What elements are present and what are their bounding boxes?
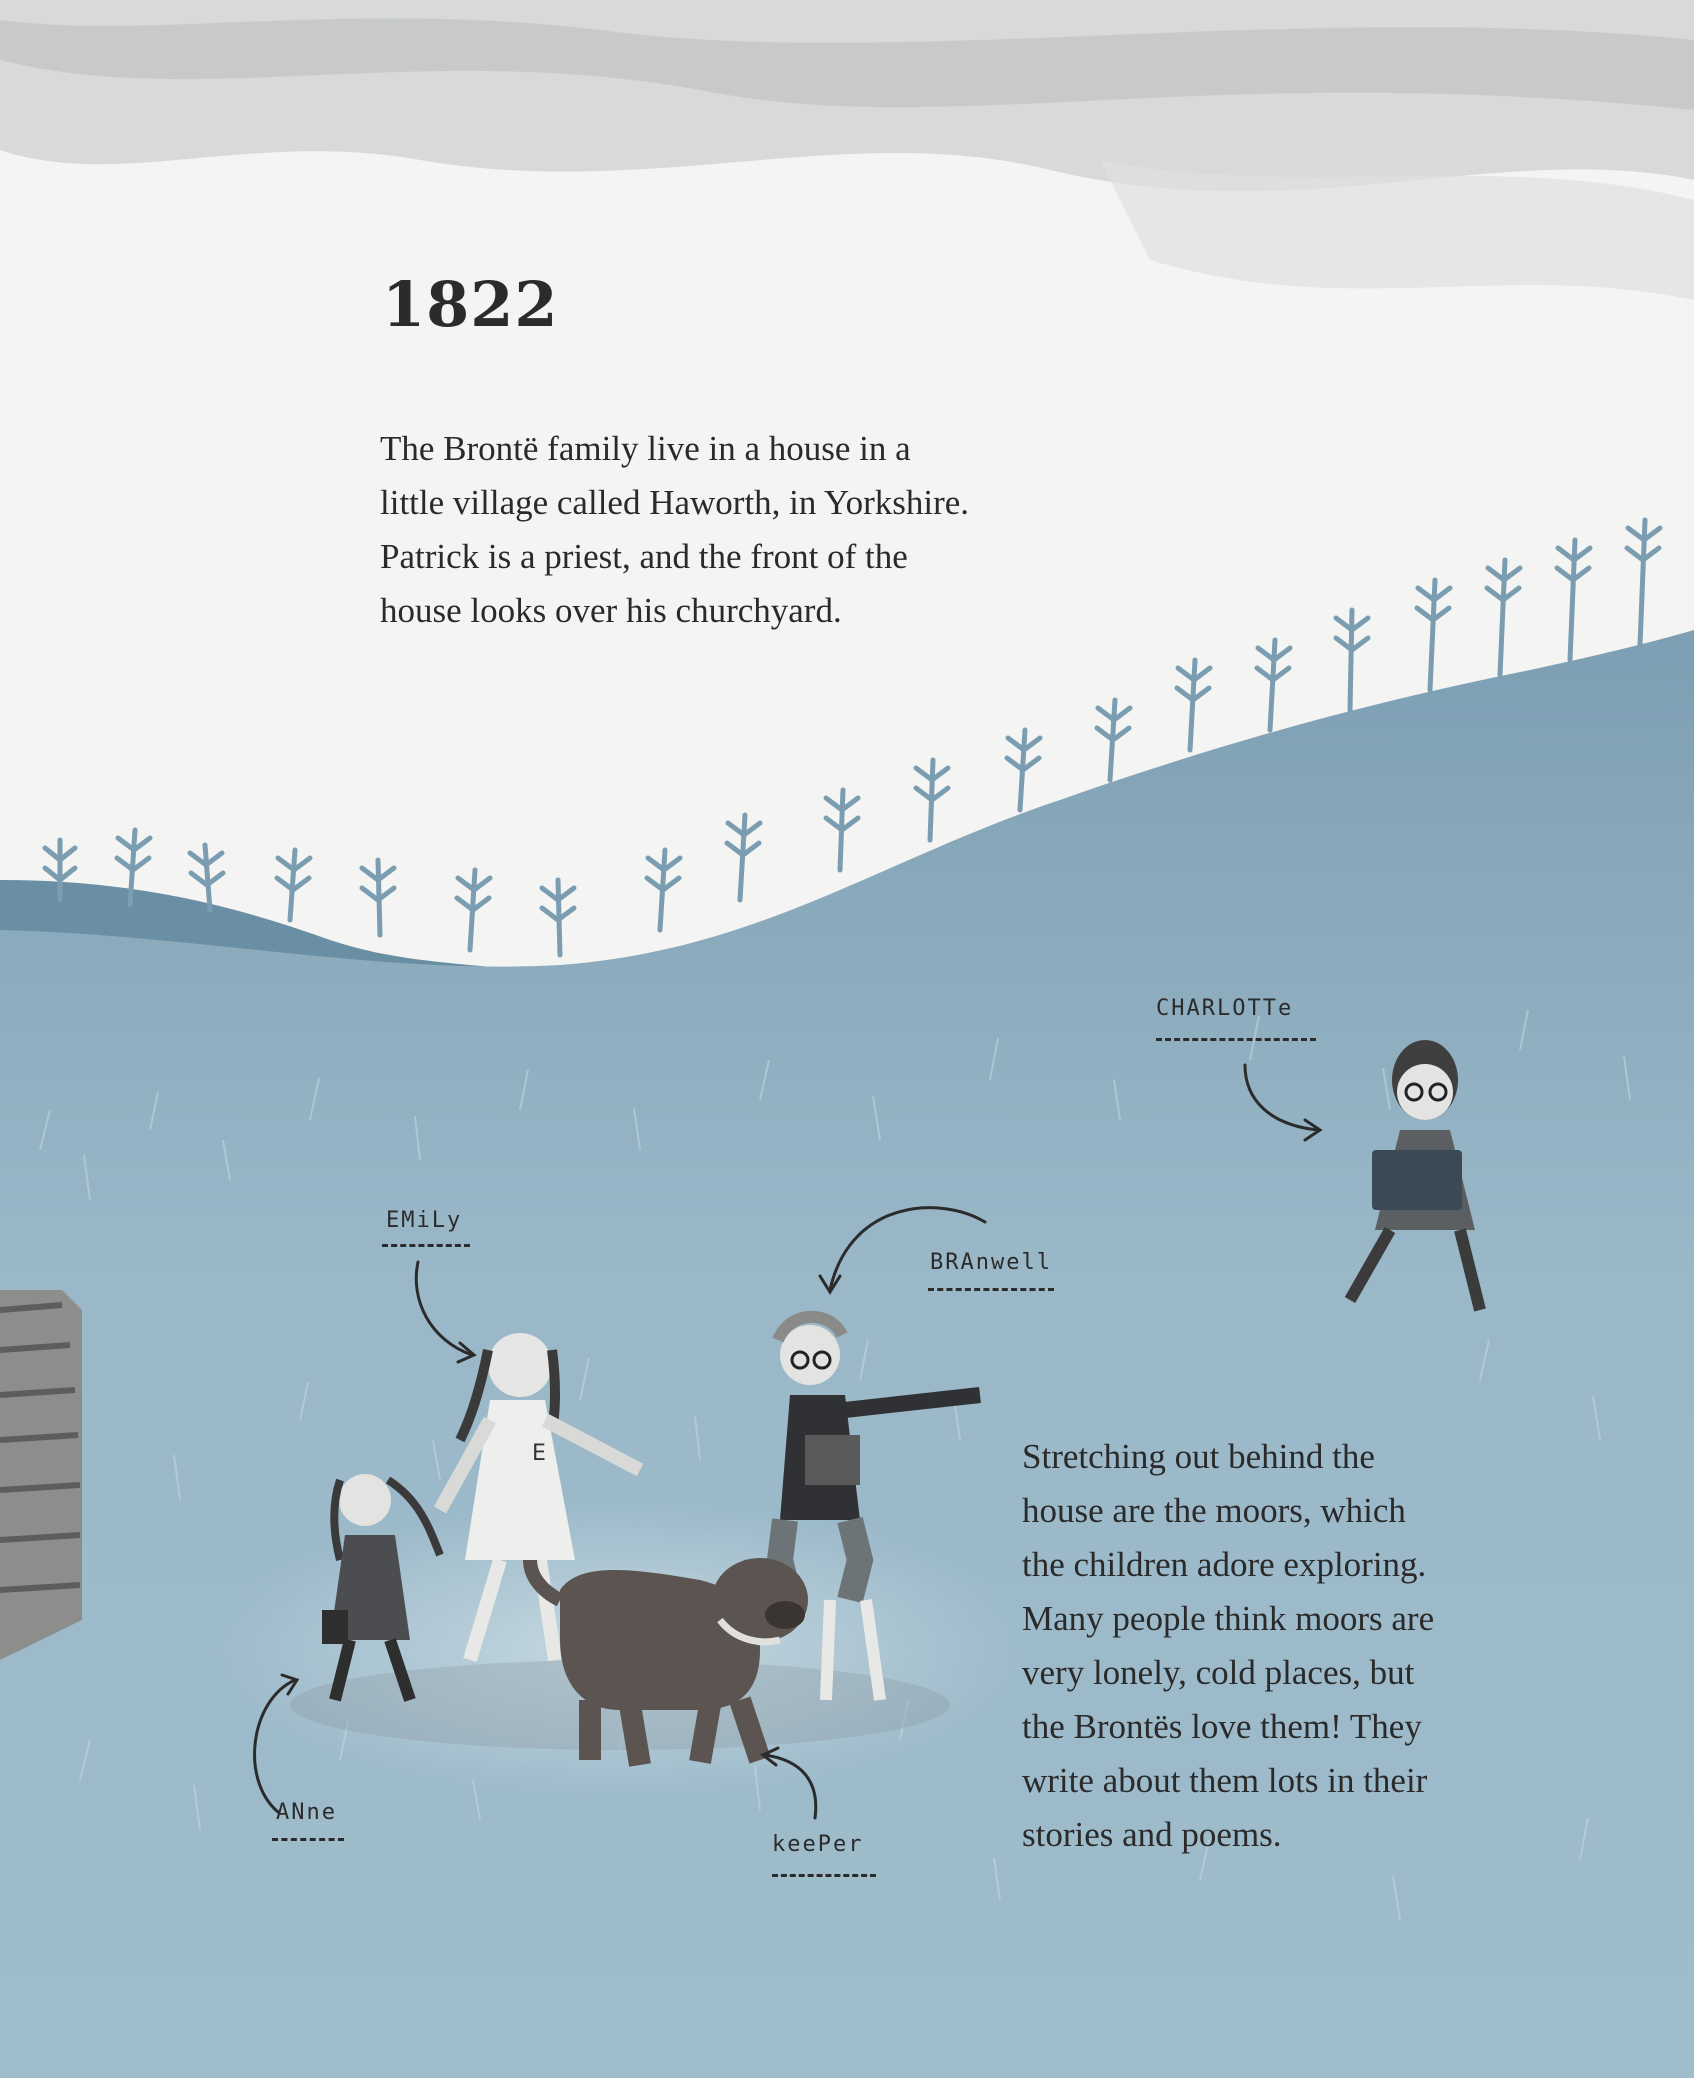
keeper-underline (772, 1874, 876, 1877)
moors-line: Stretching out behind the (1022, 1437, 1375, 1476)
stone-wall (0, 1290, 82, 1660)
intro-line: Patrick is a priest, and the front of the (380, 537, 908, 576)
keeper-label: keePer (772, 1832, 864, 1857)
moors-line: the children adore exploring. (1022, 1545, 1427, 1584)
moors-line: write about them lots in their (1022, 1761, 1428, 1800)
branwell-label: BRAnwell (930, 1250, 1052, 1275)
anne-label: ANne (276, 1800, 337, 1825)
branwell-underline (928, 1288, 1054, 1291)
intro-paragraph (380, 422, 969, 638)
emily-underline (382, 1244, 470, 1247)
moors-line: house are the moors, which (1022, 1491, 1406, 1530)
intro-line: little village called Haworth, in Yorkshire. (380, 483, 970, 522)
moors-line: very lonely, cold places, but (1022, 1653, 1415, 1692)
year-heading: 1822 (382, 268, 559, 341)
moors-line: stories and poems. (1022, 1815, 1282, 1854)
moors-line: Many people think moors are (1022, 1599, 1435, 1638)
moors-paragraph (1022, 1430, 1434, 1862)
charlotte-underline (1156, 1038, 1316, 1041)
emily-label: EMiLy (386, 1208, 463, 1233)
charlotte-label: CHARLOTTe (1156, 996, 1294, 1021)
intro-line: The Brontë family live in a house in a (380, 429, 911, 468)
svg-text:E: E (532, 1441, 546, 1466)
intro-line: house looks over his churchyard. (380, 591, 842, 630)
anne-underline (272, 1838, 344, 1841)
moors-line: the Brontës love them! They (1022, 1707, 1422, 1746)
